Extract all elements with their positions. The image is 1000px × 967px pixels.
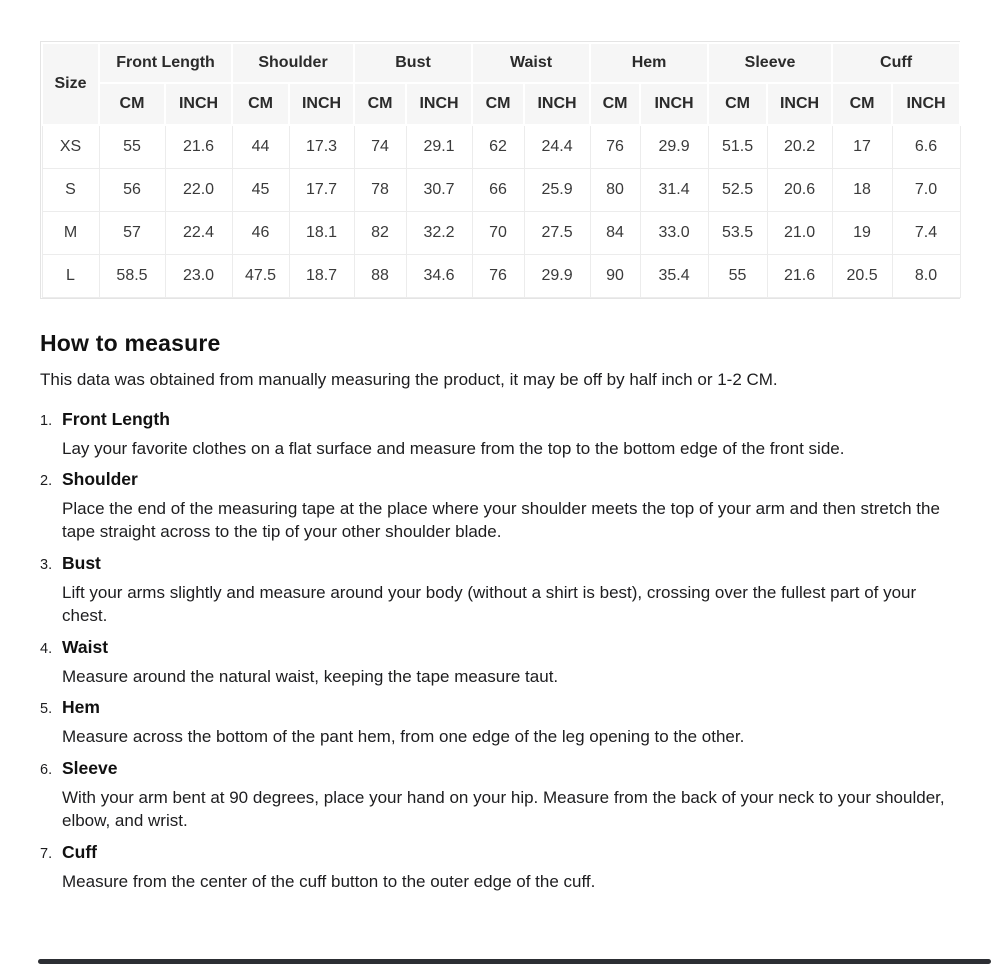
measurement-cell: 55	[708, 254, 767, 297]
measure-step-front-length	[40, 409, 960, 460]
measurement-cell: 30.7	[406, 168, 472, 211]
unit-header-cm: CM	[472, 83, 524, 125]
measurement-cell: 88	[354, 254, 406, 297]
measurement-cell: 18	[832, 168, 892, 211]
size-chart-table	[41, 42, 961, 298]
step-name: Hem	[62, 697, 100, 718]
measurement-cell: 47.5	[232, 254, 289, 297]
measurement-cell: 33.0	[640, 211, 708, 254]
unit-header-inch: INCH	[524, 83, 590, 125]
measurement-cell: 76	[590, 125, 640, 168]
unit-header-inch: INCH	[892, 83, 960, 125]
measurement-cell: 25.9	[524, 168, 590, 211]
step-name: Waist	[62, 636, 109, 657]
measurement-cell: 22.4	[165, 211, 232, 254]
measure-step-cuff	[40, 842, 960, 893]
step-number: 4.	[40, 640, 53, 657]
measurement-cell: 17	[832, 125, 892, 168]
measurement-cell: 55	[99, 125, 165, 168]
step-number: 3.	[40, 556, 53, 573]
measurement-cell: 29.9	[640, 125, 708, 168]
unit-header-inch: INCH	[165, 83, 232, 125]
measurement-cell: 18.1	[289, 211, 354, 254]
step-description: Lay your favorite clothes on a flat surface and measure from the top to the bottom edge of the front side.	[62, 438, 845, 458]
step-number: 1.	[40, 412, 53, 429]
column-header-hem: Hem	[590, 43, 708, 83]
table-group-header-row	[42, 43, 960, 83]
measure-steps-list	[40, 409, 960, 894]
measurement-cell: 20.5	[832, 254, 892, 297]
measure-step-hem	[40, 697, 960, 748]
step-number: 5.	[40, 701, 53, 718]
measurement-cell: 17.3	[289, 125, 354, 168]
step-number: 7.	[40, 845, 53, 862]
unit-header-cm: CM	[354, 83, 406, 125]
measurement-cell: 80	[590, 168, 640, 211]
column-header-waist: Waist	[472, 43, 590, 83]
unit-header-cm: CM	[99, 83, 165, 125]
measurement-cell: 29.1	[406, 125, 472, 168]
measurement-cell: 19	[832, 211, 892, 254]
column-header-cuff: Cuff	[832, 43, 960, 83]
measurement-cell: 21.6	[767, 254, 832, 297]
measure-step-shoulder	[40, 469, 960, 544]
measurement-cell: 7.0	[892, 168, 960, 211]
size-cell: S	[42, 168, 99, 211]
measurement-cell: 18.7	[289, 254, 354, 297]
measurement-cell: 6.6	[892, 125, 960, 168]
measurement-cell: 8.0	[892, 254, 960, 297]
step-number: 2.	[40, 472, 53, 489]
measurement-cell: 76	[472, 254, 524, 297]
measurement-cell: 27.5	[524, 211, 590, 254]
measure-step-bust	[40, 553, 960, 628]
step-description: Measure across the bottom of the pant hem, from one edge of the leg opening to the other.	[62, 727, 745, 747]
column-header-bust: Bust	[354, 43, 472, 83]
step-description: Measure from the center of the cuff button to the outer edge of the cuff.	[62, 871, 596, 891]
measurement-cell: 7.4	[892, 211, 960, 254]
measurement-cell: 22.0	[165, 168, 232, 211]
step-name: Front Length	[62, 408, 170, 429]
measurement-cell: 84	[590, 211, 640, 254]
size-chart-table-container	[40, 41, 960, 299]
size-column-header: Size	[42, 43, 99, 125]
measurement-cell: 52.5	[708, 168, 767, 211]
table-row-l	[42, 254, 960, 297]
measurement-cell: 70	[472, 211, 524, 254]
measurement-cell: 29.9	[524, 254, 590, 297]
step-name: Sleeve	[62, 757, 118, 778]
size-cell: M	[42, 211, 99, 254]
unit-header-inch: INCH	[406, 83, 472, 125]
column-header-sleeve: Sleeve	[708, 43, 832, 83]
measurement-cell: 53.5	[708, 211, 767, 254]
measurement-cell: 31.4	[640, 168, 708, 211]
measurement-cell: 58.5	[99, 254, 165, 297]
step-name: Bust	[62, 552, 101, 573]
step-name: Shoulder	[62, 468, 138, 489]
measurement-cell: 21.6	[165, 125, 232, 168]
unit-header-cm: CM	[832, 83, 892, 125]
measurement-cell: 21.0	[767, 211, 832, 254]
measurement-cell: 35.4	[640, 254, 708, 297]
column-header-shoulder: Shoulder	[232, 43, 354, 83]
step-description: Place the end of the measuring tape at the place where your shoulder meets the top of your arm and then stretch the tape straight across to the tip of your other shoulder blade.	[62, 498, 940, 542]
step-number: 6.	[40, 761, 53, 778]
measure-step-waist	[40, 637, 960, 688]
measurement-cell: 20.2	[767, 125, 832, 168]
size-cell: XS	[42, 125, 99, 168]
unit-header-cm: CM	[708, 83, 767, 125]
measurement-cell: 57	[99, 211, 165, 254]
unit-header-cm: CM	[590, 83, 640, 125]
how-to-measure-heading: How to measure	[40, 329, 221, 356]
horizontal-scrollbar-thumb[interactable]	[38, 959, 991, 964]
table-row-m	[42, 211, 960, 254]
step-description: Measure around the natural waist, keeping the tape measure taut.	[62, 666, 559, 686]
measurement-cell: 46	[232, 211, 289, 254]
step-description: Lift your arms slightly and measure around your body (without a shirt is best), crossing over the fullest part of your chest.	[62, 582, 917, 626]
measurement-cell: 56	[99, 168, 165, 211]
column-header-front-length: Front Length	[99, 43, 232, 83]
unit-header-inch: INCH	[767, 83, 832, 125]
measurement-cell: 78	[354, 168, 406, 211]
size-cell: L	[42, 254, 99, 297]
table-unit-header-row	[42, 83, 960, 125]
unit-header-inch: INCH	[289, 83, 354, 125]
measurement-cell: 90	[590, 254, 640, 297]
measurement-cell: 66	[472, 168, 524, 211]
measure-step-sleeve	[40, 758, 960, 833]
unit-header-inch: INCH	[640, 83, 708, 125]
table-row-xs	[42, 125, 960, 168]
measurement-cell: 44	[232, 125, 289, 168]
measurement-cell: 82	[354, 211, 406, 254]
step-name: Cuff	[62, 841, 97, 862]
measurement-cell: 32.2	[406, 211, 472, 254]
measurement-cell: 23.0	[165, 254, 232, 297]
table-row-s	[42, 168, 960, 211]
unit-header-cm: CM	[232, 83, 289, 125]
measurement-cell: 24.4	[524, 125, 590, 168]
measurement-cell: 34.6	[406, 254, 472, 297]
measurement-cell: 45	[232, 168, 289, 211]
measurement-cell: 51.5	[708, 125, 767, 168]
measurement-cell: 20.6	[767, 168, 832, 211]
measure-intro-text: This data was obtained from manually measuring the product, it may be off by half inch or 1-2 CM.	[40, 369, 778, 389]
measurement-cell: 74	[354, 125, 406, 168]
step-description: With your arm bent at 90 degrees, place your hand on your hip. Measure from the back of your neck to your shoulder, elbow, and wrist.	[62, 787, 945, 831]
measurement-cell: 17.7	[289, 168, 354, 211]
measurement-cell: 62	[472, 125, 524, 168]
